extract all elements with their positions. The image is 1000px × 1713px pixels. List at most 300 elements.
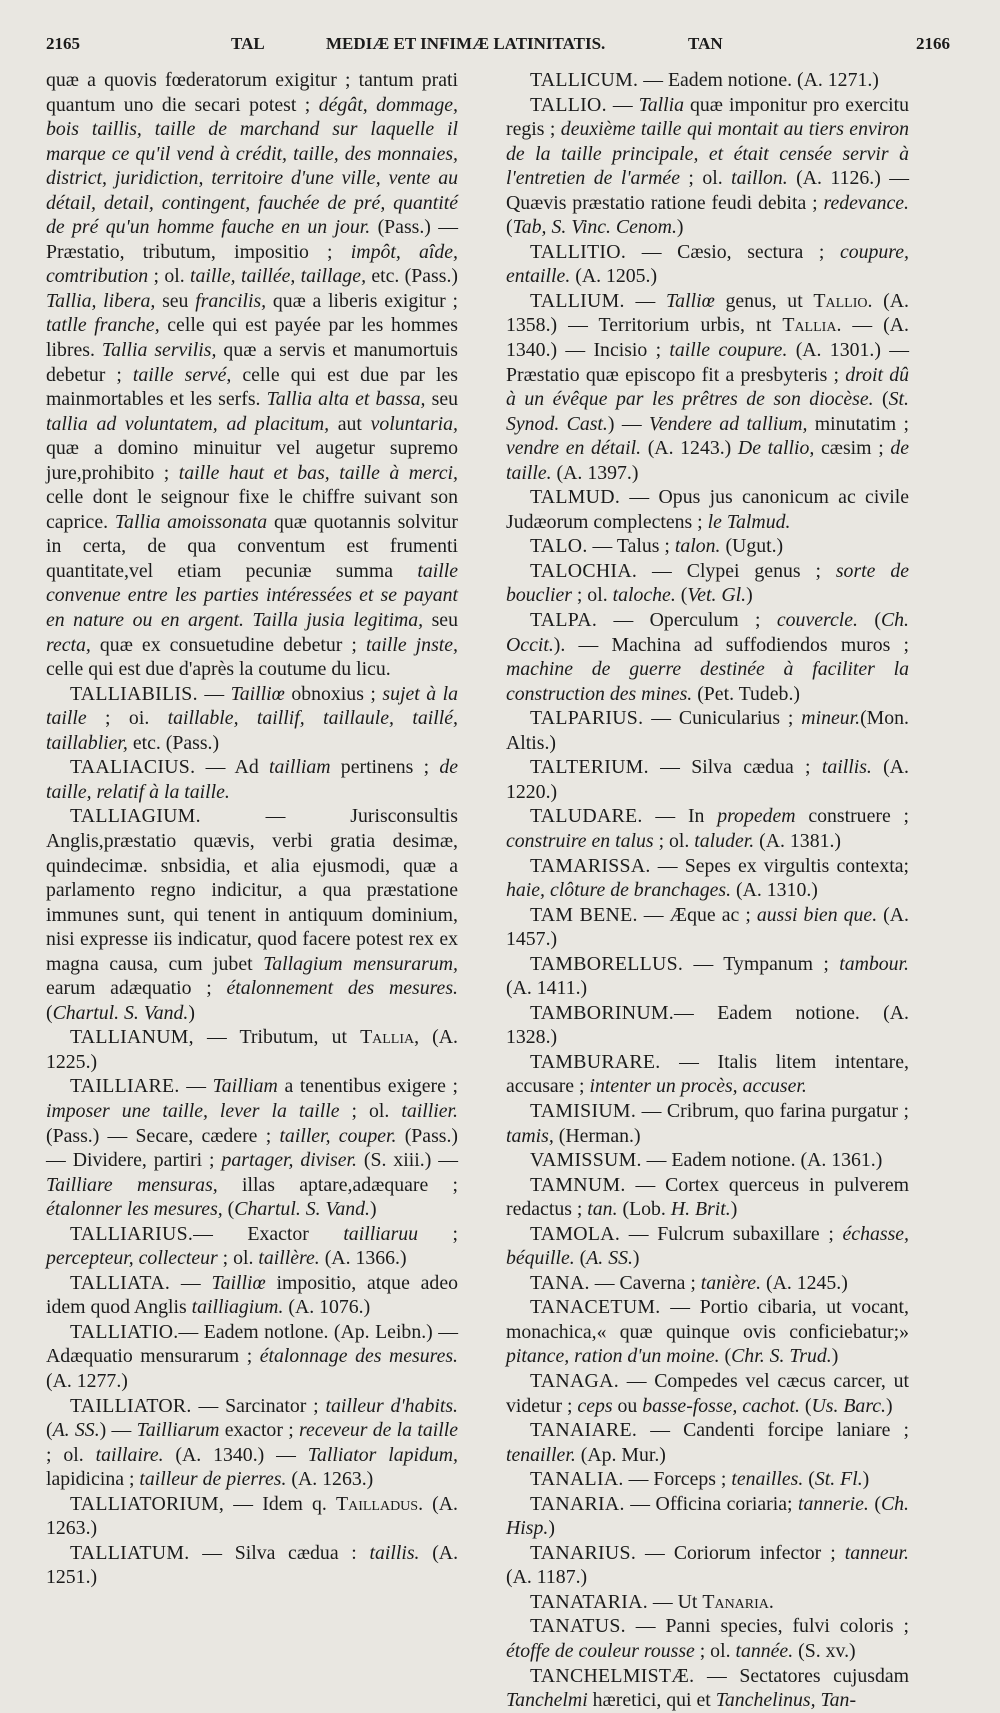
entry-text: — Sarcinator ;: [191, 1394, 326, 1417]
gloss-text: taillable, taillif, taillaule, taillé, taillablier,: [46, 707, 458, 754]
entry-text: ): [188, 1001, 195, 1024]
page-number-right: 2166: [916, 34, 950, 53]
entry-text: (Ugut.): [720, 535, 784, 558]
entry-text: — Operculum ;: [597, 609, 777, 632]
entry-text: quæ imponitur pro exercitu regis ;: [506, 93, 909, 141]
entry-headword: TALMUD.: [530, 486, 621, 509]
gloss-text: taillère.: [258, 1247, 320, 1270]
entry-headword: TALTERIUM.: [530, 756, 649, 779]
entry-text: — Tributum, ut: [193, 1026, 361, 1049]
entry-text: impositio, atque adeo idem quod Anglis: [46, 1271, 458, 1319]
entry-headword: TAM BENE.: [530, 903, 638, 926]
dictionary-entry: [506, 1050, 909, 1099]
gloss-text: étalonnage des mesures.: [259, 1345, 458, 1368]
entry-text: ): [746, 584, 753, 607]
entry-text: quæ ex consuetudine debetur ;: [90, 633, 366, 656]
entry-text: — Talus ;: [587, 535, 675, 558]
entry-text: —: [179, 1075, 213, 1098]
gloss-text: Tailliarum: [136, 1419, 220, 1442]
entry-text: — Tympanum ;: [683, 952, 840, 975]
gloss-text: taille coupure.: [669, 339, 788, 362]
dictionary-entry: [506, 903, 909, 952]
dictionary-entry: [46, 755, 458, 804]
entry-text: (Pass.) — Dividere, partiri ;: [46, 1124, 459, 1172]
entry-text: ; oi.: [86, 707, 168, 730]
gloss-text: construire en talus: [506, 829, 654, 852]
dictionary-entry: [506, 1418, 909, 1467]
gloss-text: taille servé,: [132, 363, 232, 386]
gloss-text: étalonnement des mesures.: [226, 977, 458, 1000]
entry-text: quæ a servis et manumortuis debetur ;: [46, 339, 458, 386]
gloss-text: tatlle franche,: [46, 314, 160, 337]
gloss-text: taillis.: [821, 756, 872, 779]
entry-text: (A. 1397.): [551, 461, 639, 484]
entry-headword: TAMBORELLUS.: [530, 952, 684, 975]
entry-text: — Caverna ;: [589, 1271, 701, 1294]
entry-text: — Jurisconsultis Anglis,præstatio quævis, verbi gratia desimæ, quindecimæ. snbsidia, et alia ejusmodi, quæ a parlamento regno indicitur, a qua præstatione immunes sunt, qui tenent in antiquum dominium, nisi expresse iis indicatur, quod facere potest rex ex magna causa, cum jubet: [46, 805, 458, 975]
gloss-text: coupure, entaille.: [506, 240, 909, 288]
dictionary-entry: [506, 755, 909, 804]
entry-text: ; ol.: [680, 167, 732, 190]
gloss-text: tallia ad voluntatem, ad placitum,: [46, 412, 330, 435]
entry-text: — Officina coriaria;: [624, 1492, 798, 1515]
gloss-text: taillon.: [731, 167, 788, 190]
gloss-text: tenailles.: [731, 1468, 804, 1491]
gloss-text: Tailliœ: [230, 682, 285, 705]
entry-headword: TALLIATUM.: [70, 1541, 190, 1564]
entry-text: pertinens ;: [330, 756, 440, 779]
cross-reference: Tallia: [360, 1026, 415, 1049]
entry-text: ou: [612, 1394, 643, 1417]
entry-text: — Cortex querceus in pulverem redactus ;: [506, 1173, 909, 1221]
entry-text: — Coriorum infector ;: [636, 1541, 845, 1564]
dictionary-entry: [506, 559, 909, 608]
entry-text: — Ad: [195, 756, 269, 779]
entry-headword: TANA.: [530, 1271, 590, 1294]
entry-text: ; ol.: [653, 829, 695, 852]
entry-text: etc. (Pass.): [127, 731, 220, 754]
gloss-text: tamis,: [506, 1124, 554, 1147]
cross-reference: Tailladus: [336, 1492, 419, 1515]
gloss-text: sujet à la taille: [46, 682, 458, 730]
gloss-text: Tallia, libera,: [46, 289, 156, 312]
gloss-text: talon.: [674, 535, 721, 558]
entry-text: (: [46, 1001, 53, 1024]
gloss-text: taille convenue entre les parties intéressées et se payant en nature ou en argent. Tailla jusia legitima,: [46, 559, 458, 632]
dictionary-entry: [46, 804, 458, 1025]
entry-text: seu: [155, 289, 196, 312]
entry-text: celle qui est due par les mainmortables et les serfs.: [46, 363, 459, 411]
entry-headword: TAMBORINUM.: [530, 1001, 675, 1024]
dictionary-entry: [506, 1173, 909, 1222]
gloss-text: A. SS.: [586, 1247, 633, 1270]
gloss-text: tannée.: [735, 1640, 794, 1662]
entry-text: a tenentibus exigere ;: [277, 1075, 459, 1098]
entry-text: ) —: [607, 412, 649, 435]
entry-text: (: [46, 1419, 53, 1442]
entry-headword: TALLIARIUS.: [70, 1222, 194, 1245]
entry-text: (: [506, 216, 513, 239]
dictionary-entry: [506, 68, 909, 93]
entry-text: etc. (Pass.): [366, 265, 458, 288]
entry-headword: TANARIA.: [530, 1492, 625, 1515]
entry-text: illas aptare,adæquare ;: [217, 1173, 458, 1196]
gloss-text: Talliœ: [666, 289, 715, 312]
dictionary-entry: [506, 289, 909, 485]
gloss-text: Tallagium mensurarum,: [263, 952, 458, 975]
dictionary-entry: [506, 952, 909, 1001]
gloss-text: receveur de la taille: [298, 1419, 459, 1442]
entry-text: (: [222, 1198, 235, 1221]
dictionary-entry: [46, 1222, 458, 1271]
gloss-text: taillis.: [369, 1541, 420, 1564]
cross-reference: Tanaria: [702, 1590, 769, 1613]
gloss-text: tailliagium.: [191, 1296, 284, 1319]
gloss-text: tailleur d'habits.: [325, 1394, 458, 1417]
entry-text: earum adæquatio ;: [46, 977, 227, 1000]
entry-text: — Æque ac ;: [637, 903, 757, 926]
entry-text: quæ a domino minuitur vel augetur supremo jure,prohibito ;: [46, 437, 458, 484]
gloss-text: recta,: [46, 633, 91, 656]
entry-headword: TANAIARE.: [530, 1419, 638, 1442]
entry-headword: TALPARIUS.: [530, 707, 644, 730]
entry-text: ): [730, 1198, 738, 1221]
gloss-text: Ch. Hisp.: [506, 1492, 909, 1540]
entry-text: —: [624, 289, 666, 312]
dictionary-entry: [506, 240, 909, 289]
entry-text: ; ol.: [148, 265, 191, 288]
page-number-left: 2165: [46, 34, 80, 53]
entry-text: (A. 1381.): [754, 829, 842, 852]
page-title: MEDIÆ ET INFIMÆ LATINITATIS.: [326, 34, 606, 53]
entry-text: (: [719, 1345, 732, 1368]
right-column: [506, 68, 909, 1713]
entry-text: (A. 1126.) — Quævis præstatio ratione feudi debita ;: [506, 167, 909, 214]
entry-text: (A. 1243.): [641, 437, 738, 460]
dictionary-entry: [506, 804, 909, 853]
entry-text: ): [862, 1468, 870, 1491]
cross-reference: Tallio: [813, 289, 868, 312]
gloss-text: tenailler.: [506, 1443, 576, 1466]
running-head-left: TAL: [231, 34, 265, 53]
entry-text: (Mon. Altis.): [506, 707, 909, 754]
dictionary-entry: [46, 1271, 458, 1320]
entry-text: — Clypei genus ;: [637, 559, 836, 582]
gloss-text: ceps: [577, 1394, 613, 1417]
dictionary-entry: [506, 485, 909, 534]
entry-text: (A. 1187.): [506, 1566, 588, 1589]
gloss-text: propedem: [717, 805, 796, 828]
entry-text: (Pet. Tudeb.): [692, 682, 800, 705]
gloss-text: De tallio,: [737, 437, 815, 460]
cross-reference: Tallia: [782, 314, 837, 337]
dictionary-entry: [506, 1664, 909, 1713]
entry-headword: TANALIA.: [530, 1468, 624, 1491]
entry-headword: VAMISSUM.: [530, 1149, 642, 1172]
dictionary-entry: [506, 1492, 909, 1541]
entry-headword: TAMNUM.: [530, 1173, 626, 1196]
entry-text: (: [574, 1247, 587, 1270]
gloss-text: tanière.: [700, 1271, 762, 1294]
dictionary-entry: [506, 1369, 909, 1418]
entry-headword: TALO.: [530, 535, 588, 558]
entry-text: — Eadem notione. (A. 1328.): [506, 1001, 909, 1049]
entry-text: cæsim ;: [814, 437, 891, 460]
gloss-text: Tallia alta et bassa,: [266, 388, 426, 411]
entry-headword: TALUDARE.: [530, 805, 643, 828]
gloss-text: tanneur.: [844, 1541, 909, 1564]
left-column: [46, 68, 458, 1590]
dictionary-entry: [506, 854, 909, 903]
dictionary-entry: [506, 1001, 909, 1050]
gloss-text: Vendere ad tallium,: [648, 412, 808, 435]
gloss-text: intenter un procès, accuser.: [589, 1075, 807, 1098]
entry-text: —: [197, 682, 231, 705]
entry-text: (A. 1457.): [506, 903, 910, 951]
entry-text: (A. 1263.): [286, 1468, 374, 1491]
entry-headword: TANAGA.: [530, 1369, 619, 1392]
dictionary-entry: [506, 1614, 909, 1663]
entry-text: . (A. 1358.) — Territorium urbis, nt: [506, 289, 909, 337]
gloss-text: Ch. Occit.: [506, 609, 909, 656]
dictionary-entry: [506, 1295, 909, 1369]
entry-text: — Silva cædua ;: [648, 756, 822, 779]
gloss-text: Tailliare mensuras,: [46, 1173, 218, 1196]
gloss-text: droit dû à un évêque par les prêtres de son diocèse.: [506, 363, 909, 411]
entry-text: seu: [423, 609, 458, 632]
entry-headword: TALLIUM.: [530, 289, 625, 312]
entry-headword: TALLIATA.: [70, 1271, 171, 1294]
gloss-text: Tab, S. Vinc. Cenom.: [512, 216, 677, 239]
entry-text: — Compedes vel cæcus carcer, ut videtur ;: [506, 1369, 909, 1417]
gloss-text: deuxième taille qui montait au tiers environ de la taille principale, et était censée servir à l'entretien de l'armée: [506, 118, 910, 190]
entry-text: (A. 1277.): [46, 1369, 128, 1392]
entry-text: (A. 1340.) —: [163, 1443, 308, 1466]
entry-text: — Eadem notione. (A. 1361.): [641, 1149, 883, 1172]
gloss-text: taloche.: [612, 584, 676, 607]
entry-text: ): [370, 1198, 377, 1221]
entry-headword: TALLIATIO.: [70, 1320, 179, 1343]
entry-text: (: [803, 1468, 815, 1491]
entry-text: — Fulcrum subaxillare ;: [620, 1222, 843, 1245]
running-header: [46, 30, 950, 60]
entry-text: ; ol.: [46, 1443, 96, 1466]
gloss-text: tailleur de pierres.: [139, 1468, 287, 1491]
entry-text: seu: [425, 388, 458, 411]
entry-text: ; ol.: [217, 1247, 259, 1270]
entry-headword: TANCHELMISTÆ.: [530, 1664, 695, 1687]
entry-text: ) —: [99, 1419, 137, 1442]
gloss-text: Talliator lapidum,: [307, 1443, 458, 1466]
gloss-text: de taille.: [506, 437, 910, 484]
entry-text: lapidicina ;: [46, 1468, 140, 1491]
entry-text: — Ut: [647, 1590, 703, 1613]
entry-text: (S. xv.): [793, 1640, 856, 1662]
entry-text: , (A. 1225.): [46, 1026, 458, 1073]
entry-text: obnoxius ;: [284, 682, 383, 705]
gloss-text: taillier.: [401, 1099, 458, 1122]
gloss-text: sorte de bouclier: [506, 559, 909, 607]
entry-text: — Opus jus canonicum ac civile Judæorum complectens ;: [506, 486, 909, 533]
gloss-text: partager, diviser.: [221, 1149, 357, 1172]
entry-text: (: [675, 584, 688, 607]
entry-text: ; ol.: [339, 1099, 402, 1122]
entry-text: .: [768, 1590, 774, 1613]
gloss-text: impôt, aîde, comtribution: [46, 240, 459, 288]
gloss-text: St. Fl.: [814, 1468, 863, 1491]
entry-text: (Ap. Mur.): [575, 1443, 666, 1466]
dictionary-entry: [46, 1541, 458, 1590]
entry-text: ). — Machina ad suffodiendos muros ;: [553, 633, 909, 656]
entry-headword: TAMOLA.: [530, 1222, 621, 1245]
dictionary-entry: [506, 1271, 909, 1296]
dictionary-entry: [506, 1467, 909, 1492]
entry-text: quæ a liberis exigitur ;: [266, 289, 459, 312]
entry-text: — Panni species, fulvi coloris ;: [625, 1615, 909, 1638]
entry-headword: TALOCHIA.: [530, 559, 638, 582]
gloss-text: tailliam: [269, 756, 331, 779]
gloss-text: taille jnste,: [365, 633, 458, 656]
dictionary-entry: [506, 1541, 909, 1590]
gloss-text: haie, clôture de branchages.: [506, 879, 732, 902]
entry-text: celle dont le seignour fixe le chiffre suivant son caprice.: [46, 486, 458, 533]
entry-text: ; ol.: [571, 584, 613, 607]
gloss-text: Tallia amoissonata: [114, 510, 268, 533]
gloss-text: tannerie.: [798, 1492, 869, 1515]
dictionary-entry: [46, 1492, 458, 1541]
entry-text: (: [868, 1492, 881, 1515]
entry-text: quæ a quovis fœderatorum exigitur ; tantum prati quantum uno die secari potest ;: [46, 69, 458, 116]
entry-text: quæ quotannis solvitur in certa, de qua conventum est frumenti quantitate,vel etiam pecuniæ summa: [46, 510, 459, 582]
entry-text: —: [606, 93, 639, 116]
entry-headword: TALLIATORIUM,: [70, 1492, 225, 1515]
entry-text: celle qui est payée par les hommes libres.: [46, 314, 458, 362]
entry-text: (A. 1251.): [46, 1541, 459, 1589]
entry-headword: TALLIO.: [530, 93, 607, 116]
entry-text: — Cribrum, quo farina purgatur ;: [636, 1099, 909, 1122]
entry-headword: TANACETUM.: [530, 1296, 661, 1319]
entry-text: exactor ;: [219, 1419, 299, 1442]
entry-text: — Portio cibaria, ut vocant, monachica,« quæ quinque ovis conficiebatur;»: [506, 1296, 909, 1343]
gloss-text: Chartul. S. Vand.: [234, 1198, 370, 1221]
gloss-text: de taille, relatif à la taille.: [46, 756, 459, 803]
gloss-text: Tanchelinus, Tan-: [715, 1689, 857, 1712]
gloss-text: redevance.: [823, 191, 909, 214]
gloss-text: tailliaruu: [343, 1222, 419, 1245]
entry-text: minutatim ;: [807, 412, 909, 435]
entry-headword: TAMBURARE.: [530, 1050, 661, 1073]
entry-text: — Exactor: [193, 1222, 344, 1245]
entry-text: (S. xiii.) —: [357, 1149, 459, 1172]
gloss-text: le Talmud.: [707, 510, 791, 533]
entry-text: (A. 1310.): [731, 879, 818, 902]
gloss-text: percepteur, collecteur: [46, 1247, 218, 1270]
entry-text: ; ol.: [694, 1640, 736, 1662]
entry-text: — Eadem notione. (A. 1271.): [638, 69, 879, 91]
entry-text: ): [831, 1345, 839, 1368]
gloss-text: taluder.: [694, 829, 755, 852]
gloss-text: Tailliœ: [211, 1271, 266, 1294]
entry-headword: TALLICUM.: [530, 69, 639, 91]
entry-text: (A. 1076.): [283, 1296, 371, 1319]
entry-text: ): [548, 1517, 555, 1540]
entry-headword: TAALIACIUS.: [70, 756, 196, 779]
entry-text: (: [873, 388, 889, 411]
entry-text: — Idem q.: [224, 1492, 336, 1515]
entry-headword: TAILLIATOR.: [70, 1394, 192, 1417]
gloss-text: mineur.: [801, 707, 861, 730]
entry-text: (A. 1366.): [319, 1247, 407, 1270]
entry-text: ): [886, 1394, 893, 1417]
gloss-text: taille haut et bas, taille à merci,: [178, 461, 458, 484]
gloss-text: Us. Barc.: [811, 1394, 887, 1417]
entry-text: hæretici, qui et: [587, 1689, 716, 1712]
entry-text: — Eadem notlone. (Ap. Leibn.) — Adæquatio mensurarum ;: [46, 1320, 458, 1368]
dictionary-entry: [506, 534, 909, 559]
gloss-text: pitance, ration d'un moine.: [506, 1345, 720, 1368]
entry-text: aut: [329, 412, 371, 435]
gloss-text: voluntaria,: [370, 412, 458, 435]
gloss-text: Chr. S. Trud.: [731, 1345, 832, 1368]
entry-text: — Forceps ;: [623, 1468, 732, 1491]
dictionary-entry: [46, 682, 458, 756]
entry-text: (A. 1411.): [506, 977, 588, 1000]
entry-text: ): [676, 216, 684, 239]
gloss-text: basse-fosse, cachot.: [642, 1394, 800, 1417]
gloss-text: imposer une taille, lever la taille: [46, 1099, 340, 1122]
entry-headword: TALLIANUM,: [70, 1026, 194, 1049]
entry-headword: TANATUS.: [530, 1615, 626, 1638]
entry-headword: TAILLIARE.: [70, 1075, 180, 1098]
entry-text: ;: [418, 1222, 458, 1245]
entry-headword: TANATARIA.: [530, 1590, 648, 1613]
dictionary-entry: [506, 1148, 909, 1173]
gloss-text: taillaire.: [95, 1443, 164, 1466]
dictionary-entry: [506, 706, 909, 755]
entry-text: — Cunicularius ;: [643, 707, 802, 730]
gloss-text: Tailliam: [212, 1075, 278, 1098]
entry-text: . (A. 1263.): [46, 1492, 458, 1540]
entry-headword: TAMARISSA.: [530, 854, 651, 877]
gloss-text: vendre en détail.: [506, 437, 642, 460]
gloss-text: tailler, couper.: [279, 1124, 397, 1147]
entry-text: (: [799, 1394, 812, 1417]
dictionary-entry: [46, 1074, 458, 1221]
gloss-text: aussi bien que.: [756, 903, 878, 926]
entry-continuation: [46, 68, 458, 682]
entry-text: — Sepes ex virgultis contexta;: [650, 854, 909, 877]
entry-text: — Italis litem intentare, accusare ;: [506, 1050, 909, 1098]
entry-text: — Cæsio, sectura ;: [626, 240, 840, 263]
entry-text: — In: [642, 805, 718, 828]
gloss-text: Tallia: [638, 93, 685, 116]
entry-headword: TALPA.: [530, 609, 598, 632]
entry-text: —: [170, 1271, 212, 1294]
entry-text: (Pass.) — Secare, cædere ;: [46, 1124, 280, 1147]
gloss-text: couvercle.: [776, 609, 858, 632]
entry-text: construere ;: [795, 805, 909, 828]
gloss-text: H. Brit.: [670, 1198, 731, 1221]
gloss-text: dégât, dommage, bois taillis, taille de marchand sur laquelle il marque ce qu'il vend à crédit, taille, des monnaies, district, juridiction, territoire d'une ville, vente au détail, detail, contingent, fauchée de pré, quantité de pré qu'un homme fauche en un jour.: [46, 93, 458, 239]
gloss-text: A. SS.: [52, 1419, 100, 1442]
entry-text: celle qui est due d'après la coutume du licu.: [46, 658, 391, 681]
entry-text: — Silva cædua :: [189, 1541, 370, 1564]
entry-text: genus, ut: [714, 289, 814, 312]
dictionary-entry: [46, 1025, 458, 1074]
entry-headword: TAMISIUM.: [530, 1099, 637, 1122]
dictionary-entry: [506, 93, 909, 240]
gloss-text: tambour.: [839, 952, 909, 975]
